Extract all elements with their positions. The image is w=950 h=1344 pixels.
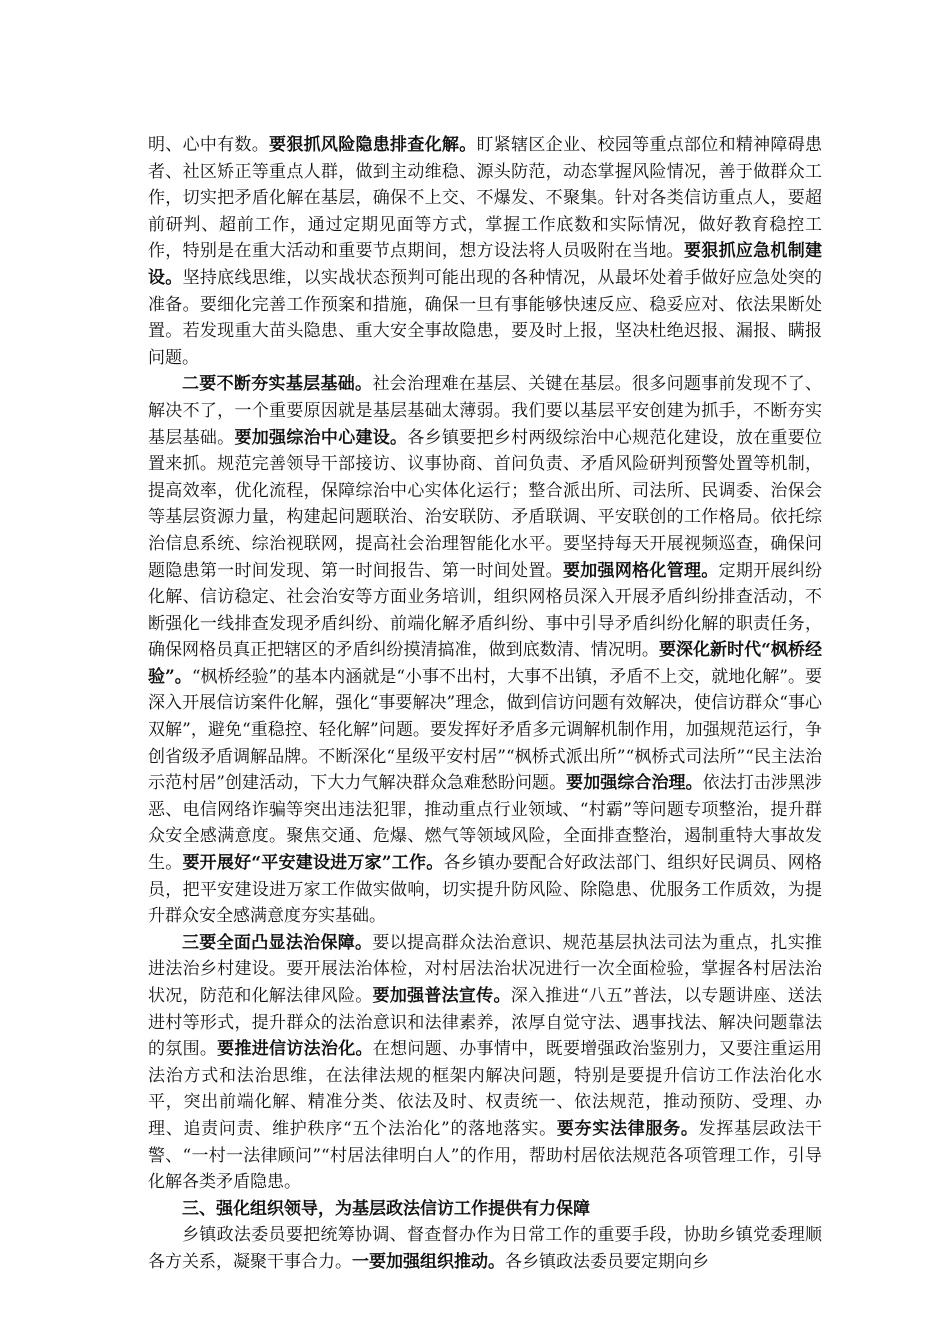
text-run: 明、心中有数。: [148, 135, 270, 155]
text-run: 社会治理难在基层、关键在基层。很多问题事前发现不了、解决不了，一个重要原因就是基层基础太薄弱。我们要以基层平安创建为抓手，不断夯实基层基础。: [148, 374, 823, 448]
text-run: 深入推进“八五”普法，以专题讲座、送法进村等形式，提升群众的法治意识和法律素养，浓厚自觉守法、遇事找法、解决问题靠法的氛围。: [148, 986, 823, 1060]
paragraph: [148, 371, 822, 929]
bold-phrase: 三、强化组织领导，为基层政法信访工作提供有力保障: [182, 1198, 590, 1219]
bold-phrase: 要加强网格化管理。: [562, 560, 719, 581]
bold-phrase: 要加强综合治理。: [566, 773, 703, 794]
bold-phrase: 三要全面凸显法治保障。: [182, 932, 373, 953]
section-heading: [148, 1196, 822, 1223]
text-run: 各乡镇要把乡村两级综治中心规范化建设，放在重要位置来抓。规范完善领导干部接访、议事协商、首问负责、矛盾风险研判预警处置等机制，提高效率，优化流程，保障综治中心实体化运行；整合派出所、司法所、民调委、治保会等基层资源力量，构建起问题联治、治安联防、矛盾联调、平安联创的工作格局。依托综治信息系统、综治视联网，提高社会治理智能化水平。要坚持每天开展视频巡查，确保问题隐患第一时间发现、第一时间报告、第一时间处置。: [148, 427, 823, 581]
text-run: 各乡镇政法委员要定期向乡: [505, 1251, 709, 1272]
bold-phrase: 要狠抓风险隐患排查化解。: [269, 135, 477, 155]
bold-phrase: 要加强普法宣传。: [372, 986, 511, 1006]
text-run: 盯紧辖区企业、校园等重点部位和精神障碍患者、社区矫正等重点人群，做到主动维稳、源头防范，动态掌握风险情况，善于做群众工作，切实把矛盾化解在基层，确保不上交、不爆发、不聚集。针对各类信访重点人，要超前研判、超前工作，通过定期见面等方式，掌握工作底数和实际情况，做好教育稳控工作，特别是在重大活动和重要节点期间，想方设法将人员吸附在当地。: [148, 135, 823, 262]
bold-phrase: 要夯实法律服务。: [556, 1118, 699, 1139]
text-run: “枫桥经验”的基本内涵就是“小事不出村，大事不出镇，矛盾不上交，就地化解”。要深入开展信访案件化解，强化“事要解决”理念，做到信访问题有效解决，使信访群众“事心双解”，避免“重稳控、轻化解”问题。要发挥好矛盾多元调解机制作用，加强规范运行，争创省级矛盾调解品牌。不断深化“星级平安村居”“枫桥式派出所”“枫桥式司法所”“民主法治示范村居”创建活动，下大力气解决群众急难愁盼问题。: [148, 666, 822, 794]
text-run: 依法打击涉黑涉恶、电信网络诈骗等突出违法犯罪，推动重点行业领域、“村霸”等问题专项整治，提升群众安全感满意度。聚焦交通、危爆、燃气等领域风险，全面排查整治，遏制重特大事故发生。: [148, 773, 823, 874]
bold-phrase: 二要不断夯实基层基础。: [182, 374, 373, 395]
text-run: 坚持底线思维，以实战状态预判可能出现的各种情况，从最坏处着手做好应急处突的准备。要细化完善工作预案和措施，确保一旦有事能够快速反应、稳妥应对、依法果断处置。若发现重大苗头隐患、重大安全事故隐患，要及时上报，坚决杜绝迟报、漏报、瞒报问题。: [148, 267, 823, 368]
paragraph: [148, 1222, 822, 1275]
text-run: 定期开展纠纷化解、信访稳定、社会治安等方面业务培训，组织网格员深入开展矛盾纠纷排查活动，不断强化一线排查发现矛盾纠纷、前端化解矛盾纠纷、事中引导矛盾纠纷化解的职责任务，确保网格员真正把辖区的矛盾纠纷摸清搞准，做到底数清、情况明。: [148, 560, 823, 661]
bold-phrase: 要深化新时代“枫桥经验”。: [148, 640, 822, 687]
text-run: 在想问题、办事情中，既要增强政治鉴别力，又要注重运用法治方式和法治思维，在法律法规的框架内解决问题，特别是要提升信访工作法治化水平，突出前端化解、精准分类、依法及时、权责统一、依法规范，推动预防、受理、办理、追责问责、维护秩序“五个法治化”的落地落实。: [148, 1039, 823, 1139]
paragraph: [148, 132, 822, 371]
text-run: 发挥基层政法干警、“一村一法律顾问”“村居法律明白人”的作用，帮助村居依法规范各项管理工作，引导化解各类矛盾隐患。: [148, 1118, 822, 1193]
text-run: 乡镇政法委员要把统筹协调、督查督办作为日常工作的重要手段，协助乡镇党委理顺各方关系，凝聚干事合力。: [148, 1225, 822, 1272]
document-body: [148, 132, 822, 1276]
bold-phrase: 要开展好“平安建设进万家”工作。: [182, 853, 444, 874]
text-run: 要以提高群众法治意识、规范基层执法司法为重点，扎实推进法治乡村建设。要开展法治体检，对村居法治状况进行一次全面检验，掌握各村居法治状况，防范和化解法律风险。: [148, 932, 823, 1006]
bold-phrase: 一要加强组织推动。: [352, 1251, 505, 1272]
bold-phrase: 要推进信访法治化。: [217, 1039, 373, 1060]
paragraph: [148, 930, 822, 1196]
bold-phrase: 要加强综治中心建设。: [234, 427, 408, 448]
text-run: 各乡镇办要配合好政法部门、组织好民调员、网格员，把平安建设进万家工作做实做响，切实提升防风险、除隐患、优服务工作质效，为提升群众安全感满意度夯实基础。: [148, 853, 823, 927]
bold-phrase: 要狠抓应急机制建设。: [148, 241, 823, 288]
